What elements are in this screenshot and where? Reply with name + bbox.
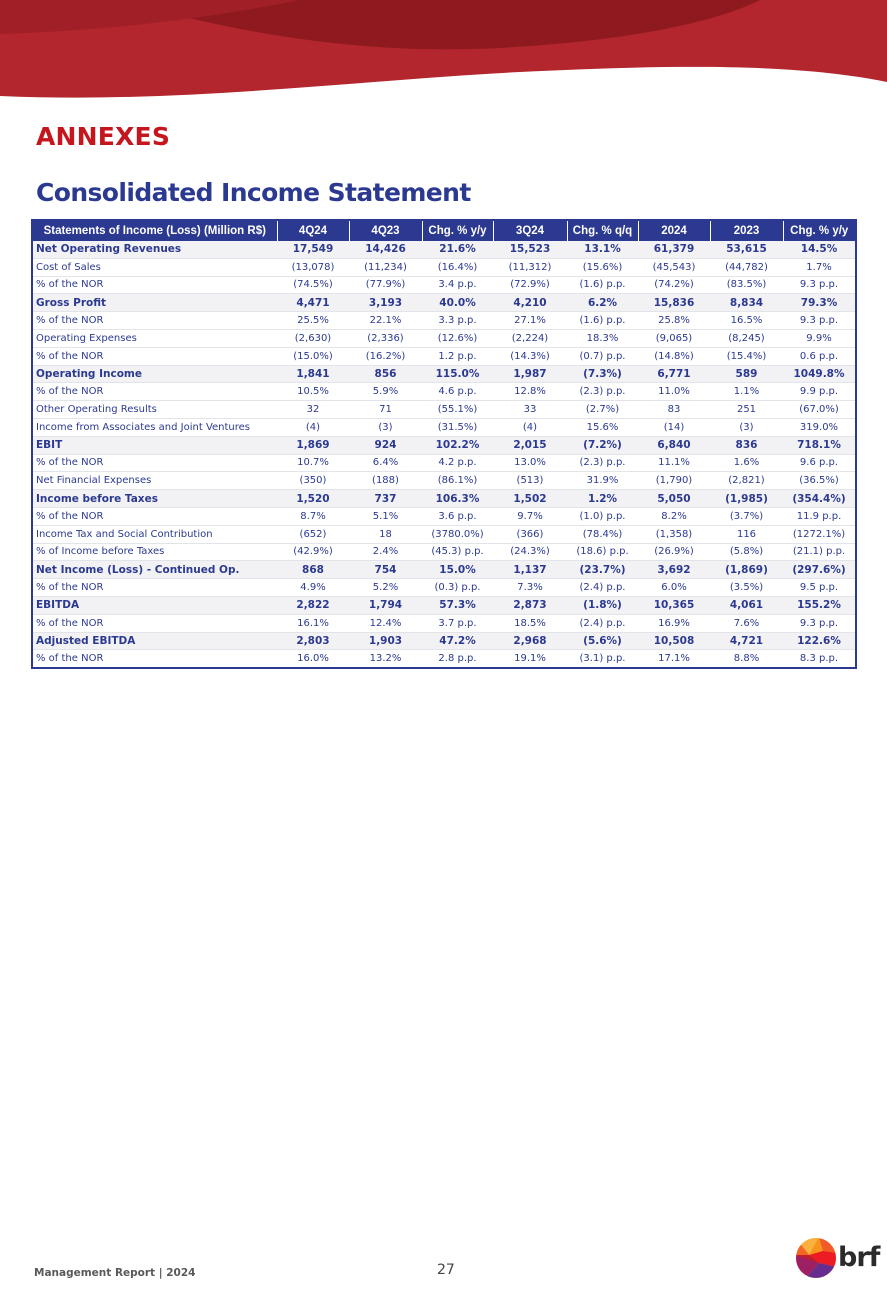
table-cell: 5.1%	[349, 507, 422, 525]
table-cell: (3)	[349, 418, 422, 436]
row-label: % of the NOR	[33, 312, 277, 330]
table-cell: 10.7%	[277, 454, 349, 472]
table-cell: 12.4%	[349, 614, 422, 632]
table-cell: (2.3) p.p.	[567, 383, 638, 401]
table-cell: (1,985)	[710, 490, 783, 508]
table-cell: 32	[277, 401, 349, 419]
column-header: 2024	[638, 221, 710, 241]
table-cell: 251	[710, 401, 783, 419]
table-cell: 14,426	[349, 241, 422, 258]
table-cell: 6,771	[638, 365, 710, 383]
row-label: Operating Expenses	[33, 329, 277, 347]
table-cell: 9.9%	[783, 329, 855, 347]
table-cell: (74.5%)	[277, 276, 349, 294]
table-cell: (350)	[277, 472, 349, 490]
row-label: % of the NOR	[33, 454, 277, 472]
table-cell: 1,869	[277, 436, 349, 454]
table-cell: 9.6 p.p.	[783, 454, 855, 472]
table-cell: (15.0%)	[277, 347, 349, 365]
table-cell: 8.8%	[733, 653, 760, 665]
table-cell: 17,549	[277, 241, 349, 258]
table-cell: (9,065)	[638, 329, 710, 347]
table-cell: (36.5%)	[783, 472, 855, 490]
row-label: Income Tax and Social Contribution	[33, 525, 277, 543]
table-cell: 4,061	[710, 596, 783, 614]
row-label: % of the NOR	[33, 383, 277, 401]
table-cell: (1,869)	[710, 561, 783, 579]
table-cell: 1.2%	[567, 490, 638, 508]
table-cell: (188)	[349, 472, 422, 490]
table-cell: (42.9%)	[277, 543, 349, 561]
table-cell: 856	[349, 365, 422, 383]
table-cell: 15.6%	[567, 418, 638, 436]
table-cell: 1.7%	[783, 258, 855, 276]
table-row	[33, 632, 855, 650]
table-cell: 3.4 p.p.	[422, 276, 493, 294]
table-cell: 71	[349, 401, 422, 419]
table-cell: (4)	[277, 418, 349, 436]
table-cell: (5.6%)	[567, 632, 638, 650]
table-cell: 4.9%	[277, 579, 349, 597]
table-row	[33, 472, 855, 490]
table-row	[33, 329, 855, 347]
table-cell: 754	[349, 561, 422, 579]
row-label: Adjusted EBITDA	[33, 632, 277, 650]
table-cell: 1,841	[277, 365, 349, 383]
table-cell: 10,508	[638, 632, 710, 650]
column-header: 3Q24	[493, 221, 567, 241]
table-cell: (26.9%)	[638, 543, 710, 561]
column-header: 2023	[710, 221, 783, 241]
table-cell: (11,234)	[349, 258, 422, 276]
table-cell: (3780.0%)	[422, 525, 493, 543]
table-cell: 25.5%	[277, 312, 349, 330]
table-row	[33, 294, 855, 312]
table-cell: 1.6%	[710, 454, 783, 472]
table-cell: 16.9%	[638, 614, 710, 632]
table-cell: 1,987	[493, 365, 567, 383]
table-cell: 18.5%	[493, 614, 567, 632]
table-cell: 589	[710, 365, 783, 383]
table-cell: (45,543)	[638, 258, 710, 276]
table-cell: 12.8%	[493, 383, 567, 401]
table-body	[33, 241, 855, 667]
table-cell: (7.2%)	[567, 436, 638, 454]
table-cell: 4,471	[277, 294, 349, 312]
table-cell: (15.6%)	[567, 258, 638, 276]
table-cell: (8,245)	[710, 329, 783, 347]
table-cell: (2,630)	[277, 329, 349, 347]
table-cell: (652)	[277, 525, 349, 543]
table-row	[33, 596, 855, 614]
column-header: 4Q23	[349, 221, 422, 241]
table-cell: 102.2%	[422, 436, 493, 454]
table-cell: 18.3%	[567, 329, 638, 347]
table-row	[33, 454, 855, 472]
row-label: Cost of Sales	[33, 258, 277, 276]
table-row	[33, 561, 855, 579]
table-cell: (3.5%)	[710, 579, 783, 597]
table-cell: 2,822	[277, 596, 349, 614]
row-label: Gross Profit	[33, 294, 277, 312]
table-cell: 3.7 p.p.	[422, 614, 493, 632]
table-cell: (14.8%)	[638, 347, 710, 365]
table-row	[33, 383, 855, 401]
table-cell: 2,015	[493, 436, 567, 454]
table-cell: 4,210	[493, 294, 567, 312]
row-label: EBIT	[33, 436, 277, 454]
table-cell: (18.6) p.p.	[567, 543, 638, 561]
column-header: Chg. % q/q	[567, 221, 638, 241]
table-cell: (1,358)	[638, 525, 710, 543]
table-row	[33, 401, 855, 419]
row-label: % of the NOR	[33, 276, 277, 294]
row-label: % of the NOR	[36, 653, 104, 665]
table-row	[33, 543, 855, 561]
table-cell: (72.9%)	[493, 276, 567, 294]
table-cell: (0.7) p.p.	[567, 347, 638, 365]
table-cell: (2.3) p.p.	[567, 454, 638, 472]
table-cell: 2,873	[493, 596, 567, 614]
annexes-heading: ANNEXES	[36, 122, 171, 151]
table-cell: 8.7%	[277, 507, 349, 525]
table-cell: 10.5%	[277, 383, 349, 401]
table-cell: 9.9 p.p.	[783, 383, 855, 401]
column-header: Chg. % y/y	[422, 221, 493, 241]
brf-logo-text: brf	[838, 1242, 880, 1273]
row-label: % of Income before Taxes	[33, 543, 277, 561]
footer-report-label: Management Report | 2024	[34, 1267, 196, 1279]
table-cell: (24.3%)	[493, 543, 567, 561]
table-cell: (3.7%)	[710, 507, 783, 525]
table-cell: 7.6%	[710, 614, 783, 632]
brf-logo-icon	[795, 1237, 837, 1279]
table-cell: 22.1%	[349, 312, 422, 330]
row-label: Net Operating Revenues	[33, 241, 277, 258]
table-cell: (13,078)	[277, 258, 349, 276]
table-cell: (16.4%)	[422, 258, 493, 276]
table-cell: 4,721	[710, 632, 783, 650]
table-row	[33, 365, 855, 383]
table-cell: 1,137	[493, 561, 567, 579]
table-cell: 3.6 p.p.	[422, 507, 493, 525]
table-cell: 319.0%	[783, 418, 855, 436]
table-cell: 79.3%	[783, 294, 855, 312]
table-cell: (1.8%)	[567, 596, 638, 614]
table-cell: (12.6%)	[422, 329, 493, 347]
row-label: Operating Income	[33, 365, 277, 383]
table-row	[33, 418, 855, 436]
table-cell: 1049.8%	[783, 365, 855, 383]
table-cell: 7.3%	[493, 579, 567, 597]
table-cell: (2.4) p.p.	[567, 614, 638, 632]
table-cell: (1272.1%)	[783, 525, 855, 543]
table-cell: (74.2%)	[638, 276, 710, 294]
table-cell: 21.6%	[422, 241, 493, 258]
row-label: % of the NOR	[33, 347, 277, 365]
table-cell: 57.3%	[422, 596, 493, 614]
table-cell: (1,790)	[638, 472, 710, 490]
table-cell: 0.6 p.p.	[783, 347, 855, 365]
table-row	[33, 312, 855, 330]
table-cell: 19.1%	[514, 653, 546, 665]
table-cell: 16.5%	[710, 312, 783, 330]
table-cell: 924	[349, 436, 422, 454]
row-label: Net Income (Loss) - Continued Op.	[33, 561, 277, 579]
table-row	[33, 241, 855, 258]
row-label: Other Operating Results	[33, 401, 277, 419]
table-cell: (78.4%)	[567, 525, 638, 543]
table-cell: 718.1%	[783, 436, 855, 454]
table-cell: 13.2%	[369, 653, 402, 665]
table-row	[33, 614, 855, 632]
table-row	[33, 258, 855, 276]
table-cell: 11.9 p.p.	[783, 507, 855, 525]
row-label: Net Financial Expenses	[33, 472, 277, 490]
table-cell: (2.7%)	[567, 401, 638, 419]
table-cell: 8.3 p.p.	[799, 653, 839, 665]
table-cell: 106.3%	[422, 490, 493, 508]
table-cell: 47.2%	[422, 632, 493, 650]
table-cell: 1.2 p.p.	[422, 347, 493, 365]
table-cell: 868	[277, 561, 349, 579]
table-cell: (0.3) p.p.	[422, 579, 493, 597]
table-cell: (11,312)	[493, 258, 567, 276]
table-cell: 2.4%	[349, 543, 422, 561]
row-label: % of the NOR	[33, 579, 277, 597]
table-cell: 31.9%	[567, 472, 638, 490]
table-cell: 116	[710, 525, 783, 543]
table-cell: 15,836	[638, 294, 710, 312]
table-row	[33, 347, 855, 365]
table-cell: (31.5%)	[422, 418, 493, 436]
table-row	[33, 579, 855, 597]
table-cell: (354.4%)	[783, 490, 855, 508]
table-cell: 27.1%	[493, 312, 567, 330]
table-cell: (67.0%)	[783, 401, 855, 419]
table-cell: 15.0%	[422, 561, 493, 579]
table-cell: 83	[638, 401, 710, 419]
table-cell: 13.1%	[567, 241, 638, 258]
table-cell: (1.6) p.p.	[567, 276, 638, 294]
table-cell: 3.3 p.p.	[422, 312, 493, 330]
table-cell: 4.6 p.p.	[422, 383, 493, 401]
table-cell: 8.2%	[638, 507, 710, 525]
table-cell: 11.0%	[638, 383, 710, 401]
table-cell: (2.4) p.p.	[567, 579, 638, 597]
table-cell: 16.0%	[297, 653, 329, 665]
row-label: Income from Associates and Joint Ventures	[33, 418, 277, 436]
table-cell: 9.7%	[493, 507, 567, 525]
table-cell: (3)	[710, 418, 783, 436]
table-cell: 11.1%	[638, 454, 710, 472]
table-cell: 2.8 p.p.	[438, 653, 477, 665]
table-cell: (15.4%)	[710, 347, 783, 365]
table-cell: 8,834	[710, 294, 783, 312]
table-cell: 6.2%	[567, 294, 638, 312]
table-cell: (7.3%)	[567, 365, 638, 383]
table-cell: 1,502	[493, 490, 567, 508]
row-label: % of the NOR	[33, 614, 277, 632]
table-cell: (23.7%)	[567, 561, 638, 579]
table-cell: 14.5%	[783, 241, 855, 258]
table-cell: 1,794	[349, 596, 422, 614]
table-cell: (513)	[493, 472, 567, 490]
table-row	[33, 507, 855, 525]
table-cell: (1.6) p.p.	[567, 312, 638, 330]
table-cell: (83.5%)	[710, 276, 783, 294]
table-cell: 737	[349, 490, 422, 508]
table-cell: 33	[493, 401, 567, 419]
table-cell: (366)	[493, 525, 567, 543]
table-cell: (2,224)	[493, 329, 567, 347]
brf-logo	[795, 1235, 885, 1280]
table-cell: 17.1%	[658, 653, 690, 665]
table-cell: (3.1) p.p.	[579, 653, 626, 665]
table-cell: 9.5 p.p.	[783, 579, 855, 597]
table-row	[33, 525, 855, 543]
table-cell: (14)	[638, 418, 710, 436]
table-cell: 6.4%	[349, 454, 422, 472]
table-cell: 5.2%	[349, 579, 422, 597]
table-cell: 2,968	[493, 632, 567, 650]
statement-title: Consolidated Income Statement	[36, 178, 471, 207]
table-cell: 18	[349, 525, 422, 543]
table-cell: 3,692	[638, 561, 710, 579]
table-cell: 25.8%	[638, 312, 710, 330]
table-cell: (21.1) p.p.	[783, 543, 855, 561]
table-cell: 2,803	[277, 632, 349, 650]
row-label: EBITDA	[33, 596, 277, 614]
table-cell: (16.2%)	[349, 347, 422, 365]
table-cell: 1,520	[277, 490, 349, 508]
table-cell: 16.1%	[277, 614, 349, 632]
table-cell: 1,903	[349, 632, 422, 650]
table-cell: 3,193	[349, 294, 422, 312]
table-cell: 6.0%	[638, 579, 710, 597]
table-cell: (5.8%)	[710, 543, 783, 561]
table-cell: 9.3 p.p.	[783, 312, 855, 330]
table-cell: (2,336)	[349, 329, 422, 347]
table-cell: (4)	[493, 418, 567, 436]
income-statement-table	[31, 219, 857, 669]
column-header: 4Q24	[277, 221, 349, 241]
column-header: Chg. % y/y	[783, 221, 855, 241]
table-cell: 122.6%	[783, 632, 855, 650]
table-row	[33, 490, 855, 508]
table-row	[33, 436, 855, 454]
row-label: Income before Taxes	[33, 490, 277, 508]
row-label: % of the NOR	[33, 507, 277, 525]
table-cell: (297.6%)	[783, 561, 855, 579]
table-cell: (45.3) p.p.	[422, 543, 493, 561]
table-header-row	[33, 221, 855, 241]
table-cell: 13.0%	[493, 454, 567, 472]
table-cell: 5,050	[638, 490, 710, 508]
table-row	[33, 276, 855, 294]
table-cell: 15,523	[493, 241, 567, 258]
table-cell: 10,365	[638, 596, 710, 614]
table-cell: 1.1%	[710, 383, 783, 401]
table-cell: (86.1%)	[422, 472, 493, 490]
table-cell: 40.0%	[422, 294, 493, 312]
table-cell: 6,840	[638, 436, 710, 454]
table-cell: (2,821)	[710, 472, 783, 490]
header-wave-banner	[0, 0, 887, 110]
table-row	[33, 650, 855, 667]
table-cell: 4.2 p.p.	[422, 454, 493, 472]
table-cell: 115.0%	[422, 365, 493, 383]
table-cell: 5.9%	[349, 383, 422, 401]
table-cell: 9.3 p.p.	[783, 276, 855, 294]
table-cell: 53,615	[710, 241, 783, 258]
table-cell: 836	[710, 436, 783, 454]
column-header: Statements of Income (Loss) (Million R$)	[33, 221, 277, 241]
table-cell: (1.0) p.p.	[567, 507, 638, 525]
table-cell: 155.2%	[783, 596, 855, 614]
table-cell: (14.3%)	[493, 347, 567, 365]
table-cell: (44,782)	[710, 258, 783, 276]
page-number: 27	[437, 1262, 455, 1278]
table-cell: 61,379	[638, 241, 710, 258]
table-cell: 9.3 p.p.	[783, 614, 855, 632]
table-cell: (77.9%)	[349, 276, 422, 294]
table-cell: (55.1%)	[422, 401, 493, 419]
